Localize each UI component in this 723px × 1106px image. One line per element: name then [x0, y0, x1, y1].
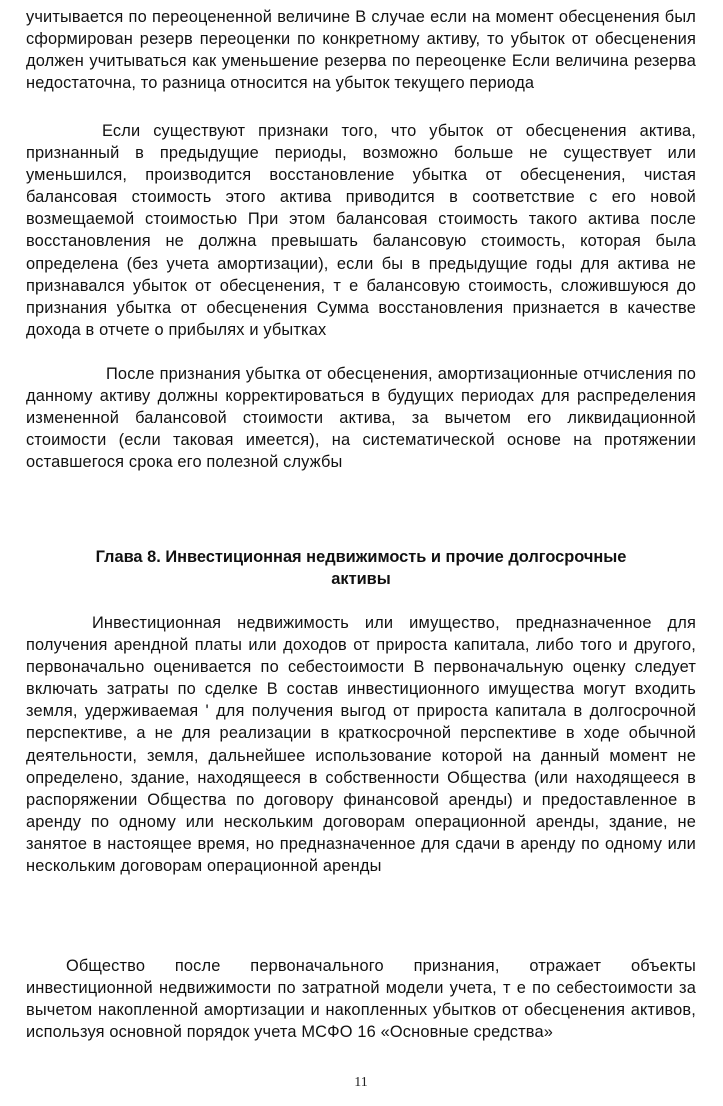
paragraph-depreciation-adjustment: После признания убытка от обесценения, амортизационные отчисления по данному активу должны корректироваться в будущих периодах для распределения измененной балансовой стоимости актива, за вычетом его ликвидационной стоимости (если таковая имеется), на систематической основе на протяжении оставшегося срока его полезной службы	[26, 365, 696, 472]
paragraph-impairment-reversal: Если существуют признаки того, что убыток от обесценения актива, признанный в предыдущие периоды, возможно больше не существует или уменьшился, производится восстановление убытка от обесценения, чистая балансовая стоимость этого актива приводится в соответствие с его новой возмещаемой стоимостью При этом балансовая стоимость такого актива после восстановления не должна превышать балансовую стоимость, которая была определена (без учета амортизации), если бы в предыдущие годы для актива не признавался убыток от обесценения, т е балансовую стоимость, сложившуюся до признания убытка от обесценения Сумма восстановления признается в качестве дохода в отчете о прибылях и убытках	[26, 122, 696, 339]
chapter-title-line-2: активы	[331, 570, 391, 588]
document-page	[26, 6, 696, 1090]
paragraph-cost-model: Общество после первоначального признания, отражает объекты инвестиционной недвижимости по затратной модели учета, т е по себестоимости за вычетом накопленной амортизации и накопленных убытков от обесценения активов, используя основной порядок учета МСФО 16 «Основные средства»	[26, 957, 696, 1042]
paragraph-impairment-revaluation: учитывается по переоцененной величине В случае если на момент обесценения был сформирован резерв переоценки по конкретному активу, то убыток от обесценения должен учитываться как уменьшение резерва по переоценке Если величина резерва недостаточна, то разница относится на убыток текущего периода	[26, 8, 696, 93]
chapter-heading	[26, 546, 696, 590]
paragraph-investment-property: Инвестиционная недвижимость или имущество, предназначенное для получения арендной платы или доходов от прироста капитала, либо того и другого, первоначально оценивается по себестоимости В первоначальную оценку следует включать затраты по сделке В состав инвестиционного имущества могут входить земля, удерживаемая ' для получения выгод от прироста капитала в долгосрочной перспективе, а не для реализации в краткосрочной перспективе в ходе обычной деятельности, земля, дальнейшее использование которой на данный момент не определено, здание, находящееся в собственности Общества (или находящееся в распоряжении Общества по договору финансовой аренды) и предоставленное в аренду по одному или нескольким договорам операционной аренды, здание, не занятое в настоящее время, но предназначенное для сдачи в аренду по одному или нескольким договорам операционной аренды	[26, 614, 696, 876]
chapter-title-line-1: Глава 8. Инвестиционная недвижимость и прочие долгосрочные	[95, 548, 627, 566]
page-number: 11	[354, 1075, 368, 1090]
